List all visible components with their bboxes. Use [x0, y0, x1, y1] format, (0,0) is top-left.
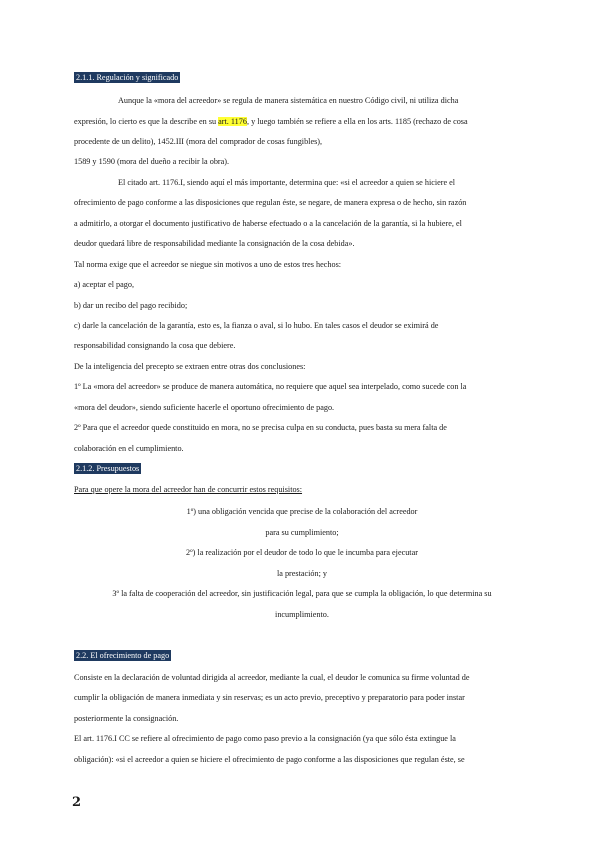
- conclusion-line: 2º Para que el acreedor quede constituido en mora, no se precisa culpa en su conducta, pues basta su mera falta de: [74, 423, 447, 432]
- requirement-line: incumplimiento.: [275, 610, 329, 619]
- paragraph-line: cumplir la obligación de manera inmediata y sin reservas; es un acto previo, preceptivo y preparatorio para poder instar: [74, 693, 465, 702]
- paragraph-line: 1589 y 1590 (mora del dueño a recibir la obra).: [74, 157, 230, 166]
- paragraph-line: Aunque la «mora del acreedor» se regula de manera sistemática en nuestro Código civil, ni utiliza dicha: [118, 96, 459, 105]
- paragraph-line: a admitirlo, a otorgar el documento justificativo de haberse efectuado o a la cancelación de la garantía, si la hubiere, el: [74, 219, 462, 228]
- requirement-line: 3º la falta de cooperación del acreedor, sin justificación legal, para que se cumpla la obligación, lo que determina su: [112, 589, 492, 598]
- paragraph-line: ofrecimiento de pago conforme a las disposiciones que regulan éste, se negare, de manera expresa o de hecho, sin razón: [74, 198, 467, 207]
- text-run: , y luego también se refiere a ella en los arts. 1185 (rechazo de cosa: [246, 117, 468, 126]
- paragraph-line: Tal norma exige que el acreedor se niegue sin motivos a uno de estos tres hechos:: [74, 260, 342, 269]
- conclusion-line: 1º La «mora del acreedor» se produce de manera automática, no requiere que aquel sea interpelado, como sucede con la: [74, 382, 467, 391]
- requirement-line: 2º) la realización por el deudor de todo lo que le incumba para ejecutar: [186, 548, 418, 557]
- paragraph-line: El art. 1176.I CC se refiere al ofrecimiento de pago como paso previo a la consignación (ya que sólo ésta extingue la: [74, 734, 456, 743]
- requirement-line: 1º) una obligación vencida que precise de la colaboración del acreedor: [186, 507, 418, 516]
- paragraph-line: procedente de un delito), 1452.III (mora del comprador de cosas fungibles),: [74, 137, 323, 146]
- section-heading-2-1-1: 2.1.1. Regulación y significado: [76, 73, 179, 82]
- paragraph-line: deudor quedará libre de responsabilidad mediante la consignación de la cosa debida».: [74, 239, 355, 248]
- conclusion-line: colaboración en el cumplimiento.: [74, 444, 184, 453]
- requirements-intro: Para que opere la mora del acreedor han de concurrir estos requisitos:: [74, 485, 303, 494]
- highlighted-reference: art. 1176: [218, 117, 247, 126]
- list-item: b) dar un recibo del pago recibido;: [74, 301, 188, 310]
- paragraph-line: Consiste en la declaración de voluntad dirigida al acreedor, mediante la cual, el deudor le comunica su firme voluntad de: [74, 673, 470, 682]
- page-number: 2: [72, 795, 82, 810]
- section-heading-2-1-2: 2.1.2. Presupuestos: [76, 464, 140, 473]
- text-run: expresión, lo cierto es que la describe en su: [74, 117, 219, 126]
- paragraph-line: obligación): «si el acreedor a quien se hiciere el ofrecimiento de pago conforme a las disposiciones que regulan éste, se: [74, 755, 465, 764]
- conclusion-line: «mora del deudor», siendo suficiente hacerle el oportuno ofrecimiento de pago.: [74, 403, 335, 412]
- requirement-line: para su cumplimiento;: [265, 528, 339, 537]
- paragraph-line: El citado art. 1176.I, siendo aquí el más importante, determina que: «si el acreedor a quien se hiciere el: [118, 178, 456, 187]
- list-item: a) aceptar el pago,: [74, 280, 135, 289]
- list-item: c) darle la cancelación de la garantía, esto es, la fianza o aval, si lo hubo. En tales casos el deudor se eximirá de: [74, 321, 439, 330]
- requirement-line: la prestación; y: [276, 569, 328, 578]
- section-heading-2-2: 2.2. El ofrecimiento de pago: [76, 651, 170, 660]
- paragraph-line: De la inteligencia del precepto se extraen entre otras dos conclusiones:: [74, 362, 306, 371]
- list-item: responsabilidad consignando la cosa que debiere.: [74, 341, 236, 350]
- paragraph-line: posteriormente la consignación.: [74, 714, 179, 723]
- paragraph-line: [74, 116, 530, 127]
